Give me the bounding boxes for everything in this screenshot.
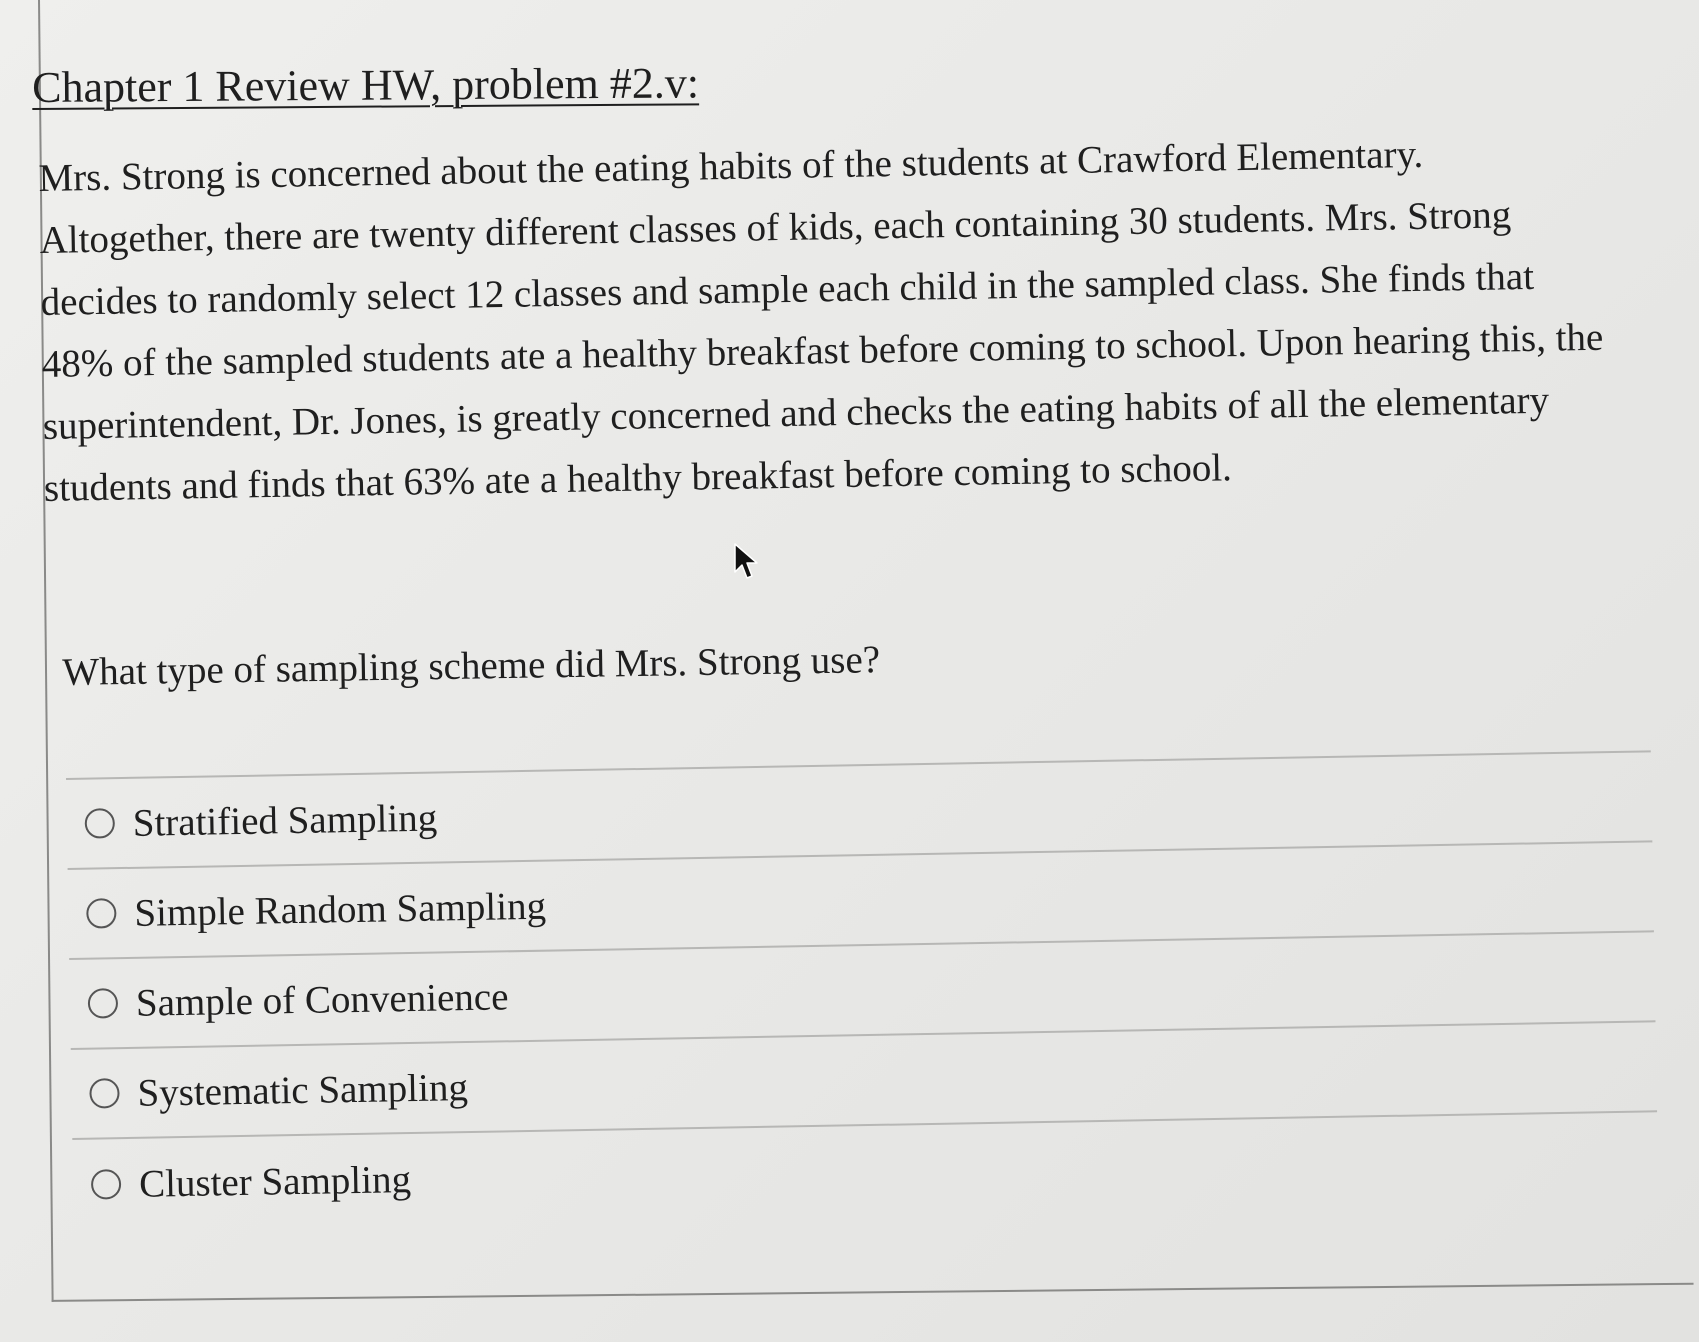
option-label[interactable]: Cluster Sampling <box>138 1157 412 1206</box>
option-label[interactable]: Stratified Sampling <box>132 796 438 845</box>
mouse-pointer-icon <box>733 542 759 582</box>
option-label[interactable]: Systematic Sampling <box>137 1065 469 1115</box>
radio-button[interactable] <box>86 898 117 929</box>
answer-options <box>66 750 1659 1230</box>
problem-text <box>38 120 1674 520</box>
option-label[interactable]: Simple Random Sampling <box>133 884 547 935</box>
problem-text-line: Mrs. Strong is concerned about the eating habits of the students at Crawford Elementary. <box>38 132 1424 200</box>
problem-text-line: decides to randomly select 12 classes and sample each child in the sampled class. She finds that <box>40 254 1535 324</box>
question-prompt: What type of sampling scheme did Mrs. Strong use? <box>62 638 881 694</box>
radio-button[interactable] <box>88 988 119 1019</box>
problem-text-line: Altogether, there are twenty different classes of kids, each containing 30 students. Mrs. Strong <box>39 193 1512 262</box>
problem-text-line: superintendent, Dr. Jones, is greatly concerned and checks the eating habits of all the elementary <box>42 378 1550 448</box>
radio-button[interactable] <box>89 1078 120 1109</box>
radio-button[interactable] <box>91 1169 122 1200</box>
radio-button[interactable] <box>85 808 116 839</box>
option-label[interactable]: Sample of Convenience <box>135 974 509 1025</box>
problem-text-line: students and finds that 63% ate a healthy breakfast before coming to school. <box>43 446 1233 510</box>
problem-text-line: 48% of the sampled students ate a healthy breakfast before coming to school. Upon hearing this, the <box>41 315 1604 386</box>
problem-title: Chapter 1 Review HW, problem #2.v: <box>32 58 700 112</box>
